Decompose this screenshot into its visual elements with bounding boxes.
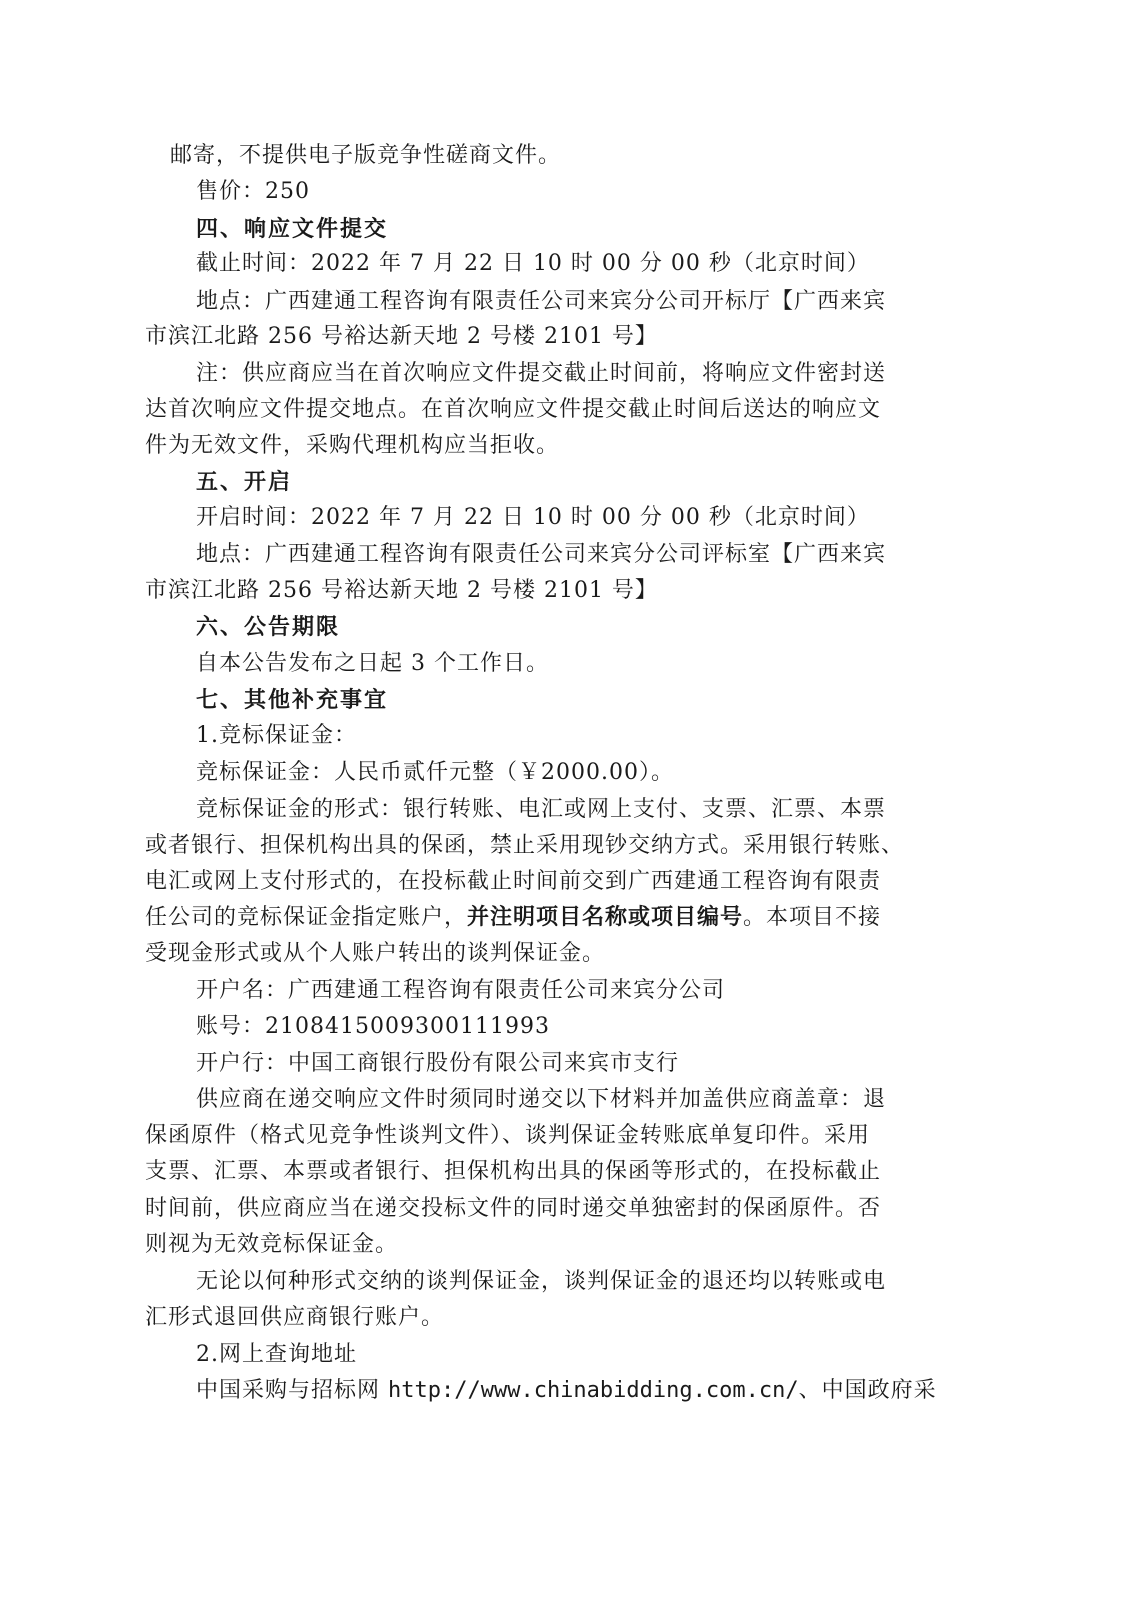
section-heading-4: 四、响应文件提交 [196,217,389,242]
text-line: 供应商在递交响应文件时须同时递交以下材料并加盖供应商盖章：退 [196,1087,887,1112]
text-line: 竞标保证金：人民币贰仟元整（￥2000.00）。 [196,760,674,785]
text-line: 则视为无效竞标保证金。 [145,1232,399,1257]
text-segment: 、中国政府采 [798,1378,937,1403]
text-line: 账号：2108415009300111993 [196,1014,550,1039]
text-line: 竞标保证金的形式：银行转账、电汇或网上支付、支票、汇票、本票 [196,797,887,822]
text-line: 受现金形式或从个人账户转出的谈判保证金。 [145,941,606,966]
text-line: 地点：广西建通工程咨询有限责任公司来宾分公司开标厅【广西来宾 [196,289,887,314]
section-heading-5: 五、开启 [196,470,293,495]
text-line: 保函原件（格式见竞争性谈判文件）、谈判保证金转账底单复印件。采用 [145,1123,871,1148]
text-line: 自本公告发布之日起 3 个工作日。 [196,651,549,676]
text-segment: 。本项目不接 [743,905,882,930]
text-line: 时间前，供应商应当在递交投标文件的同时递交单独密封的保函原件。否 [145,1196,882,1221]
text-segment: 中国采购与招标网 [196,1378,388,1403]
text-line: 达首次响应文件提交地点。在首次响应文件提交截止时间后送达的响应文 [145,397,882,422]
text-line: 2.网上查询地址 [196,1342,357,1367]
text-line [0,900,1131,936]
text-segment: 任公司的竞标保证金指定账户， [145,905,468,930]
section-heading-7: 七、其他补充事宜 [196,688,389,713]
text-line: 电汇或网上支付形式的，在投标截止时间前交到广西建通工程咨询有限责 [145,869,882,894]
text-line: 市滨江北路 256 号裕达新天地 2 号楼 2101 号】 [145,578,658,603]
text-line: 邮寄，不提供电子版竞争性磋商文件。 [170,143,562,168]
text-line: 市滨江北路 256 号裕达新天地 2 号楼 2101 号】 [145,324,658,349]
text-line [0,1373,1131,1409]
text-line: 汇形式退回供应商银行账户。 [145,1305,445,1330]
text-line: 开启时间：2022 年 7 月 22 日 10 时 00 分 00 秒（北京时间） [196,505,870,530]
text-line: 售价：250 [196,179,310,204]
section-heading-6: 六、公告期限 [196,615,341,640]
emphasis-text: 并注明项目名称或项目编号 [467,905,744,930]
text-line: 截止时间：2022 年 7 月 22 日 10 时 00 分 00 秒（北京时间） [196,251,870,276]
text-line: 注：供应商应当在首次响应文件提交截止时间前，将响应文件密封送 [196,361,887,386]
text-line: 开户行：中国工商银行股份有限公司来宾市支行 [196,1051,680,1076]
url-link[interactable]: http://www.chinabidding.com.cn/ [388,1378,799,1403]
text-line: 1.竞标保证金： [196,723,357,748]
text-line: 无论以何种形式交纳的谈判保证金，谈判保证金的退还均以转账或电 [196,1269,887,1294]
text-line: 开户名：广西建通工程咨询有限责任公司来宾分公司 [196,978,726,1003]
text-line: 件为无效文件，采购代理机构应当拒收。 [145,433,560,458]
text-line: 支票、汇票、本票或者银行、担保机构出具的保函等形式的，在投标截止 [145,1159,882,1184]
text-line: 地点：广西建通工程咨询有限责任公司来宾分公司评标室【广西来宾 [196,542,887,567]
text-line: 或者银行、担保机构出具的保函，禁止采用现钞交纳方式。采用银行转账、 [145,833,905,858]
